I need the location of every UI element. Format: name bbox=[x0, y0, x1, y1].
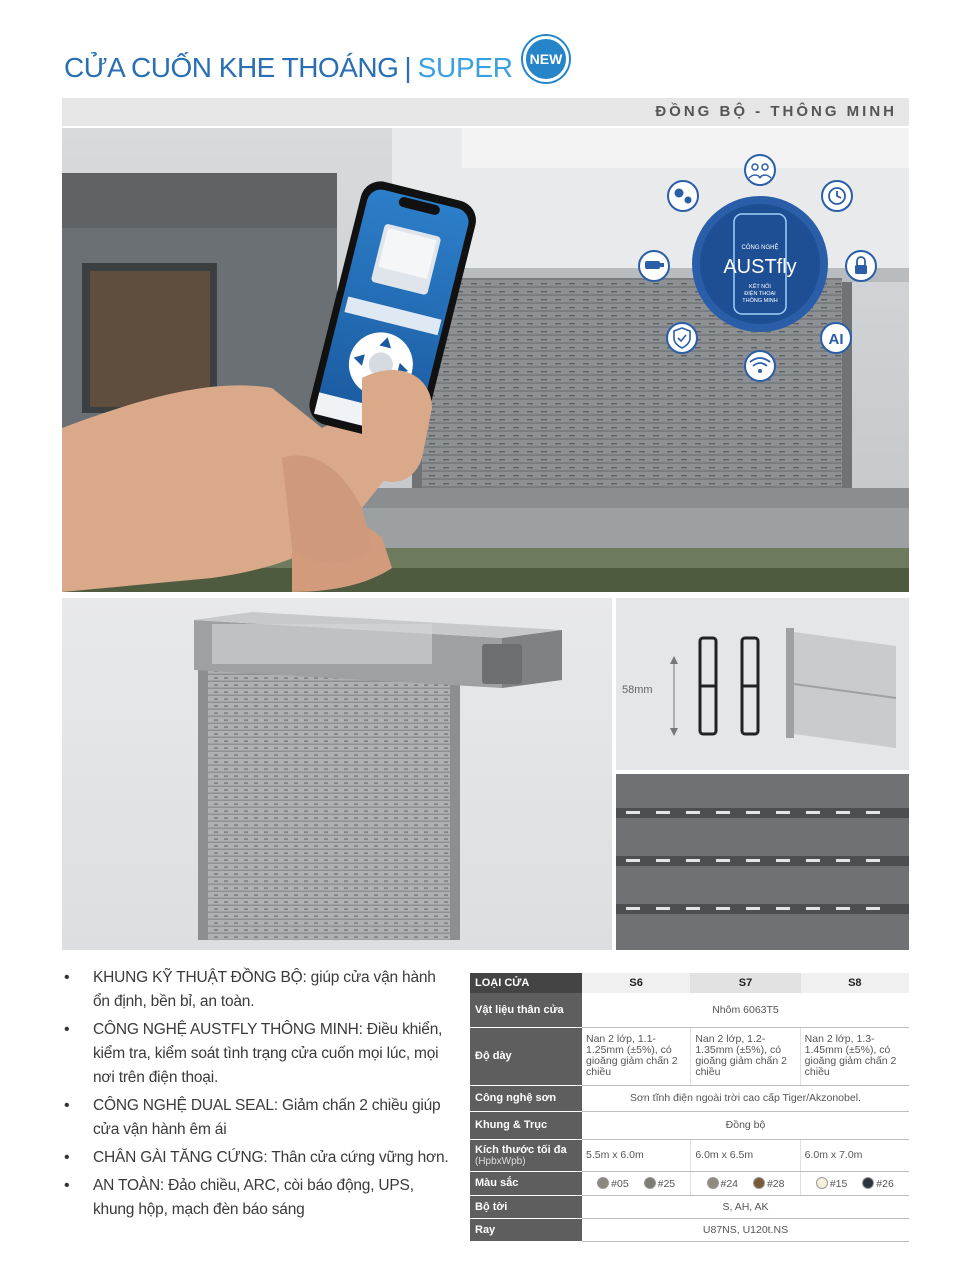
gears-icon bbox=[668, 181, 698, 211]
max-size-label: Kích thước tối đa bbox=[475, 1143, 567, 1156]
wifi-icon bbox=[745, 351, 775, 381]
swatch-dot bbox=[862, 1177, 874, 1189]
color-swatch: #15 bbox=[816, 1177, 848, 1190]
hero-image bbox=[62, 128, 909, 592]
colors-s6 bbox=[582, 1171, 691, 1195]
color-swatch: #26 bbox=[862, 1177, 894, 1190]
ai-label: AI bbox=[828, 331, 844, 348]
shield-check-icon bbox=[667, 323, 697, 353]
profile-cross-section bbox=[616, 598, 909, 770]
material-value: Nhôm 6063T5 bbox=[582, 993, 909, 1027]
tagline: ĐỒNG BỘ - THÔNG MINH bbox=[655, 103, 897, 120]
ai-icon bbox=[821, 323, 851, 353]
color-swatch: #28 bbox=[753, 1177, 785, 1190]
table-row bbox=[470, 1139, 909, 1171]
badge-line2: KẾT NỐI bbox=[749, 284, 771, 290]
feature-item: • CHÂN GÀI TĂNG CỨNG: Thân cửa cứng vững hơn. bbox=[62, 1146, 454, 1170]
dimension-label: 58mm bbox=[622, 684, 653, 696]
row-label-max-size bbox=[470, 1139, 582, 1171]
feature-item: • AN TOÀN: Đảo chiều, ARC, còi báo động, UPS, khung hộp, mạch đèn báo sáng bbox=[62, 1174, 454, 1222]
table-row bbox=[470, 993, 909, 1027]
austfly-badge bbox=[692, 196, 828, 332]
color-swatch: #25 bbox=[644, 1177, 676, 1190]
product-3d-view bbox=[62, 598, 612, 950]
max-size-s6: 5.5m x 6.0m bbox=[582, 1139, 691, 1171]
color-swatch: #24 bbox=[707, 1177, 739, 1190]
model-s7: S7 bbox=[691, 973, 800, 993]
title-sub: SUPER bbox=[417, 52, 513, 83]
paint-value: Sơn tĩnh điện ngoài trời cao cấp Tiger/Akzonobel. bbox=[582, 1085, 909, 1111]
frame-value: Đồng bộ bbox=[582, 1111, 909, 1139]
badge-line4: THÔNG MINH bbox=[742, 298, 778, 304]
feature-item: • CÔNG NGHỆ DUAL SEAL: Giảm chấn 2 chiều giúp cửa vận hành êm ái bbox=[62, 1094, 454, 1142]
table-row bbox=[470, 1027, 909, 1085]
swatch-dot bbox=[644, 1177, 656, 1189]
colors-s8 bbox=[800, 1171, 909, 1195]
thickness-s6: Nan 2 lớp, 1.1-1.25mm (±5%), có gioăng giảm chấn 2 chiều bbox=[582, 1027, 691, 1085]
feature-item: • KHUNG KỸ THUẬT ĐỒNG BỘ: giúp cửa vận hành ổn định, bền bỉ, an toàn. bbox=[62, 966, 454, 1014]
table-header-row bbox=[470, 973, 909, 993]
lock-icon bbox=[846, 251, 876, 281]
table-row bbox=[470, 1111, 909, 1139]
swatch-dot bbox=[753, 1177, 765, 1189]
swatch-dot bbox=[597, 1177, 609, 1189]
thickness-s8: Nan 2 lớp, 1.3-1.45mm (±5%), có gioăng giảm chấn 2 chiều bbox=[800, 1027, 909, 1085]
group-icon bbox=[745, 155, 775, 185]
page-title bbox=[64, 40, 513, 96]
row-label-thickness: Độ dày bbox=[470, 1027, 582, 1085]
colors-s7 bbox=[691, 1171, 800, 1195]
rail-value: U87NS, U120t.NS bbox=[582, 1218, 909, 1241]
color-swatch: #05 bbox=[597, 1177, 629, 1190]
model-s8: S8 bbox=[800, 973, 909, 993]
tagline-bar bbox=[62, 98, 909, 126]
feature-list bbox=[62, 966, 454, 1226]
thickness-s7: Nan 2 lớp, 1.2-1.35mm (±5%), có gioăng giảm chấn 2 chiều bbox=[691, 1027, 800, 1085]
row-label-material: Vật liệu thân cửa bbox=[470, 993, 582, 1027]
table-row bbox=[470, 1195, 909, 1218]
row-label-rail: Ray bbox=[470, 1218, 582, 1241]
max-size-s7: 6.0m x 6.5m bbox=[691, 1139, 800, 1171]
badge-brand: AUSTfly bbox=[723, 256, 797, 278]
row-label-paint: Công nghệ sơn bbox=[470, 1085, 582, 1111]
model-s6: S6 bbox=[582, 973, 691, 993]
clock-icon bbox=[822, 181, 852, 211]
title-separator: | bbox=[404, 52, 412, 83]
slat-closeup bbox=[616, 774, 909, 950]
badge-line1: CÔNG NGHỆ bbox=[741, 245, 779, 251]
row-label-colors: Màu sắc bbox=[470, 1171, 582, 1195]
swatch-dot bbox=[707, 1177, 719, 1189]
table-row bbox=[470, 1085, 909, 1111]
camera-icon bbox=[639, 251, 669, 281]
header-label: LOẠI CỬA bbox=[470, 973, 582, 993]
max-size-sublabel: (HpbxWpb) bbox=[475, 1155, 526, 1167]
max-size-s8: 6.0m x 7.0m bbox=[800, 1139, 909, 1171]
feature-item: • CÔNG NGHỆ AUSTFLY THÔNG MINH: Điều khiển, kiểm tra, kiểm soát tình trạng cửa cuốn mọi lúc, mọi nơi trên điện thoại. bbox=[62, 1018, 454, 1090]
title-main: CỬA CUỐN KHE THOÁNG bbox=[64, 52, 399, 83]
motor-value: S, AH, AK bbox=[582, 1195, 909, 1218]
table-row bbox=[470, 1171, 909, 1195]
row-label-motor: Bộ tời bbox=[470, 1195, 582, 1218]
row-label-frame: Khung & Trục bbox=[470, 1111, 582, 1139]
badge-line3: ĐIỆN THOẠI bbox=[744, 291, 776, 297]
spec-table bbox=[470, 973, 909, 1242]
new-badge: NEW bbox=[523, 36, 569, 82]
table-row bbox=[470, 1218, 909, 1241]
swatch-dot bbox=[816, 1177, 828, 1189]
